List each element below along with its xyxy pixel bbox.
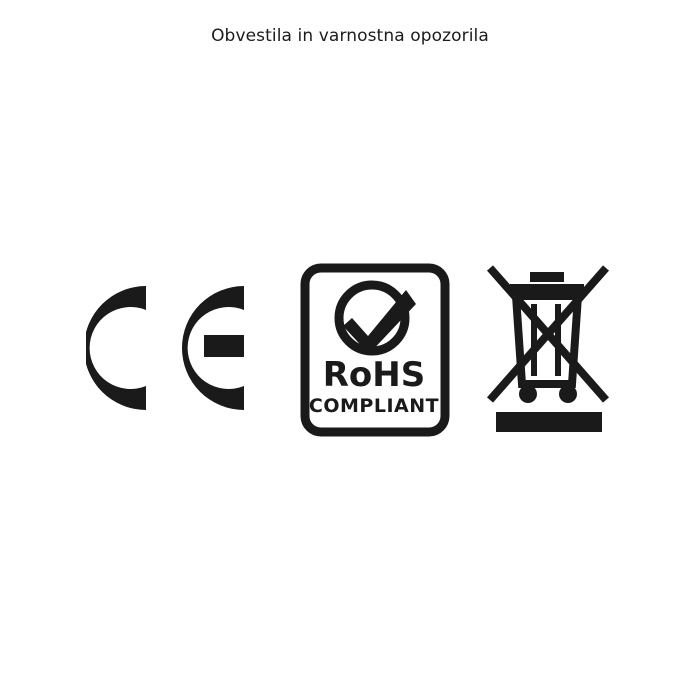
page-title: Obvestila in varnostna opozorila — [211, 26, 489, 46]
rohs-compliant-label: COMPLIANT — [308, 395, 440, 417]
crossed-out-wheeled-bin-icon — [484, 260, 614, 440]
rohs-compliant-icon — [300, 260, 450, 440]
rohs-label: RoHS — [322, 355, 426, 395]
ce-mark — [86, 270, 266, 430]
weee-mark — [484, 260, 614, 440]
compliance-marks-row — [0, 250, 700, 450]
rohs-mark — [300, 260, 450, 440]
ce-marking-icon — [86, 270, 266, 430]
